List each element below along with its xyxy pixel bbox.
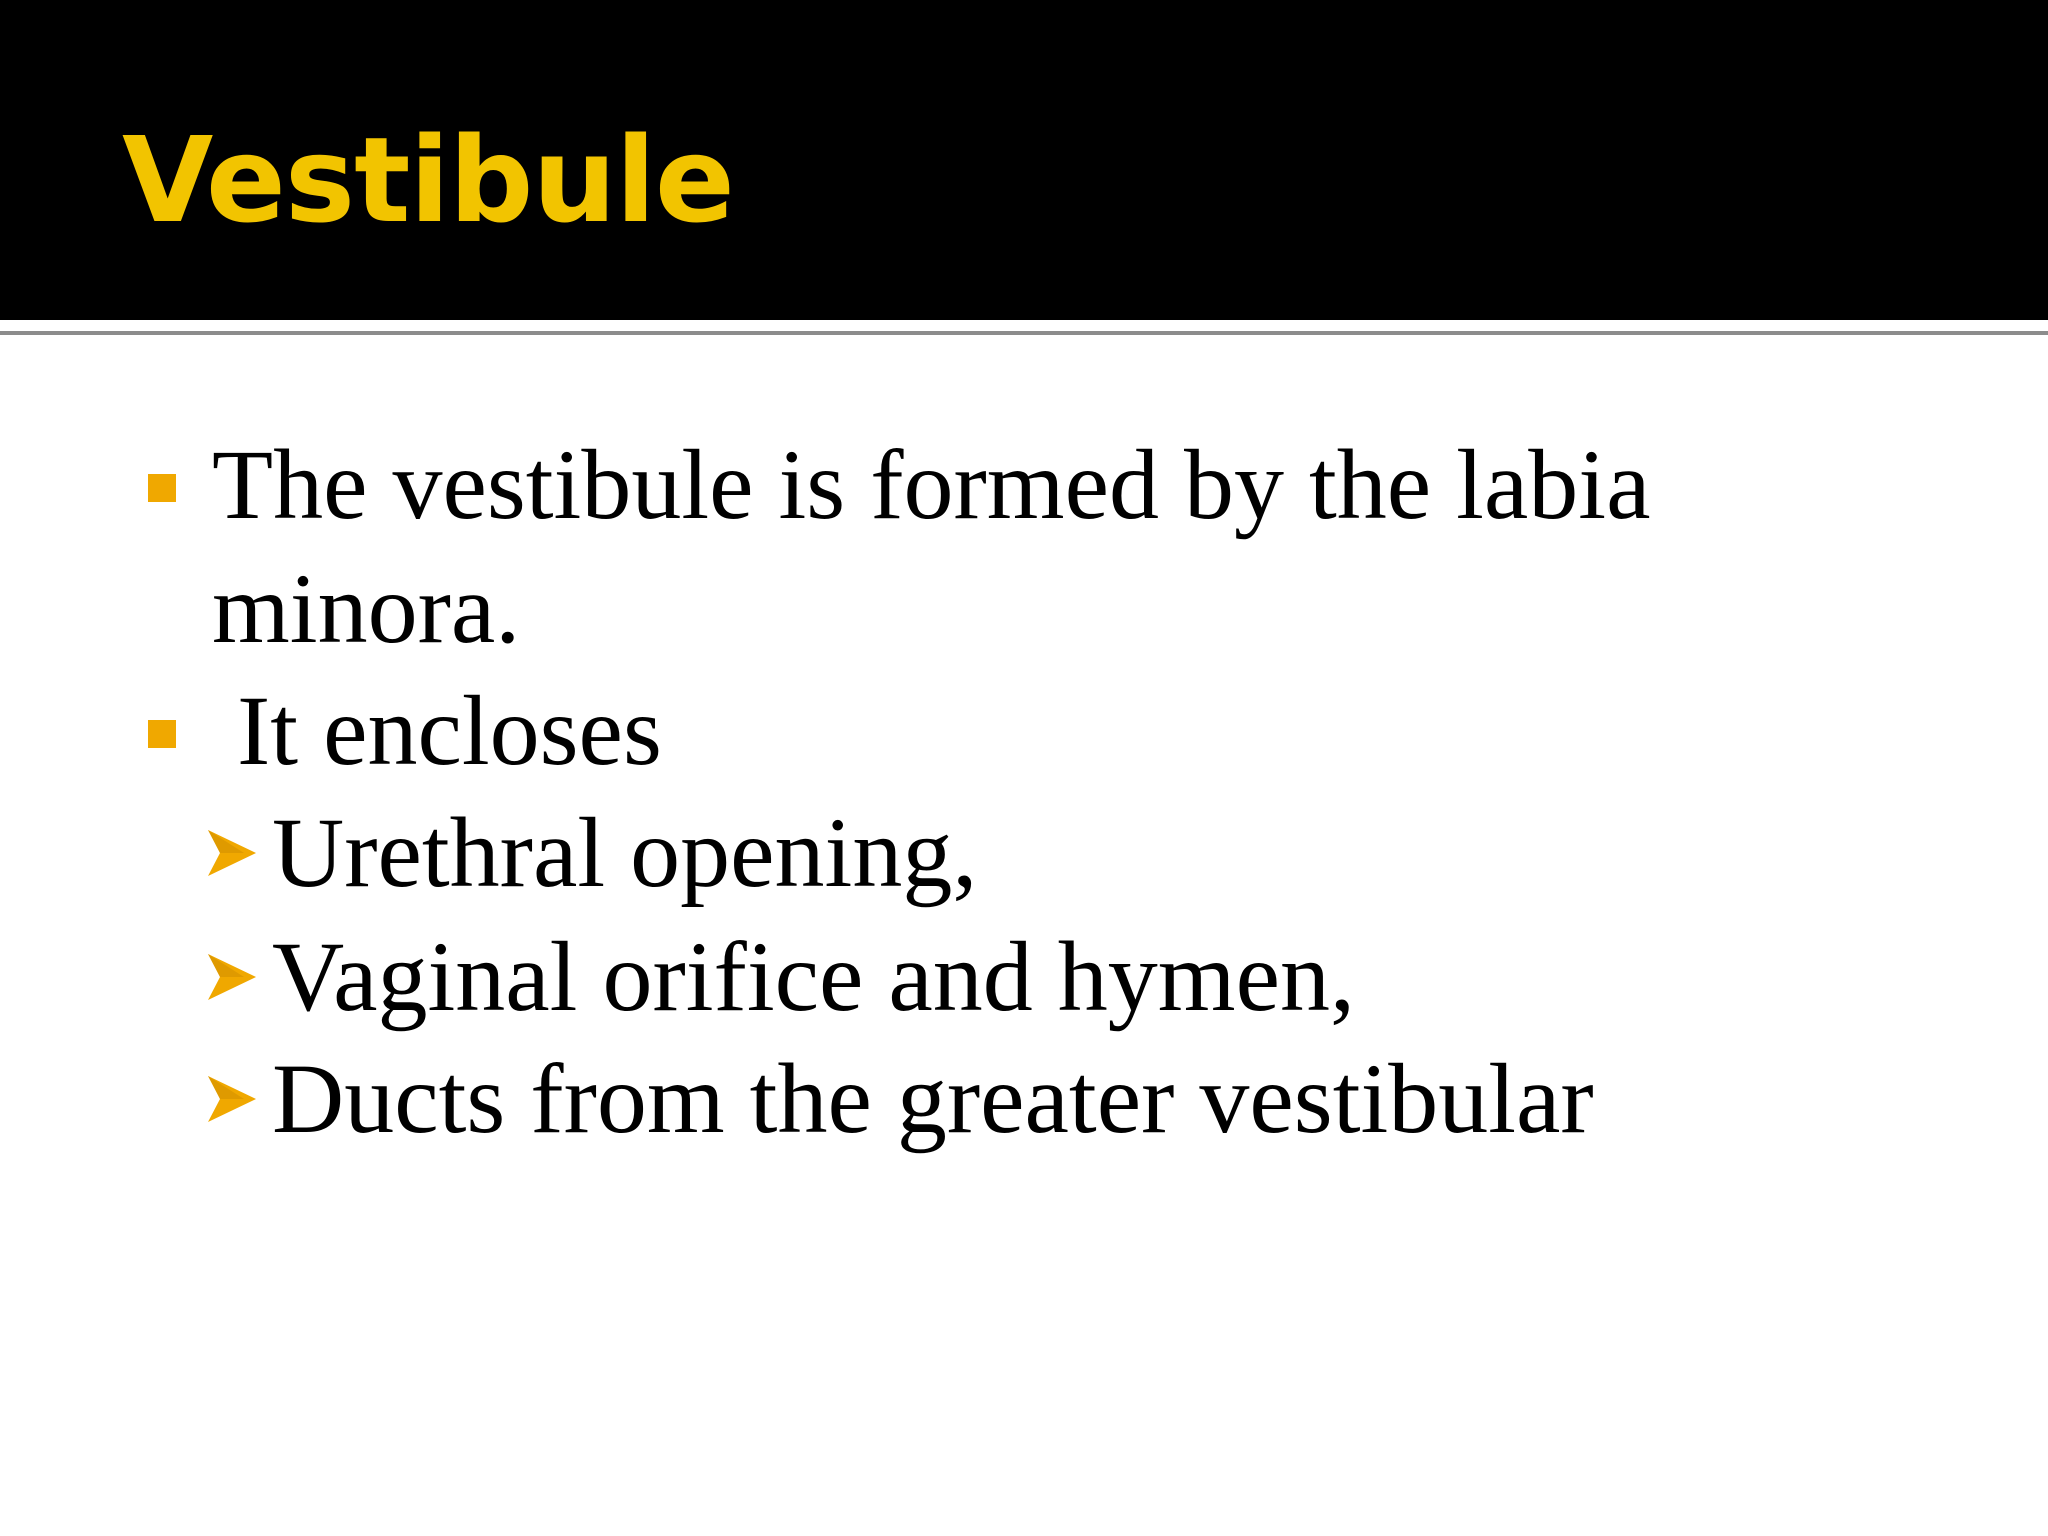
square-bullet-icon	[148, 720, 176, 748]
arrow-bullet-icon	[206, 1072, 260, 1126]
sub-bullet-2: Vaginal orifice and hymen,	[272, 921, 1355, 1032]
bullet-1-line-2: minora.	[212, 553, 521, 664]
arrow-bullet-icon	[206, 826, 260, 880]
sub-bullet-1: Urethral opening,	[272, 797, 978, 908]
slide-title: Vestibule	[122, 111, 734, 249]
arrow-bullet-icon	[206, 950, 260, 1004]
sub-bullet-3: Ducts from the greater vestibular	[272, 1043, 1594, 1154]
bullet-1-line-1: The vestibule is formed by the labia	[212, 429, 1651, 540]
square-bullet-icon	[148, 474, 176, 502]
bullet-2-line-1: It encloses	[212, 675, 662, 786]
